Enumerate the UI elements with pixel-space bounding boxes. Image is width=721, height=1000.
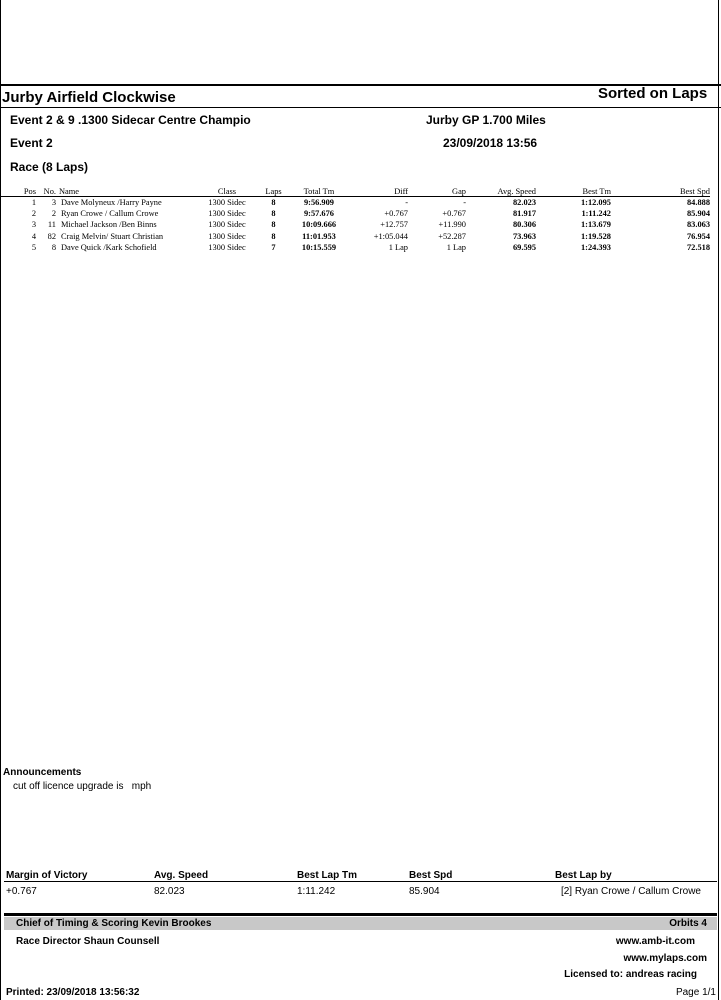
page-title: Jurby Airfield Clockwise bbox=[2, 89, 176, 106]
cell-pos: 4 bbox=[31, 231, 36, 241]
track-info: Jurby GP 1.700 Miles bbox=[426, 113, 546, 127]
table-row bbox=[0, 242, 710, 253]
cell-best-spd: 72.518 bbox=[686, 242, 710, 252]
cell-class: 1300 Sidec bbox=[208, 242, 246, 252]
race-label: Race (8 Laps) bbox=[10, 160, 89, 174]
table-header-row bbox=[0, 184, 710, 197]
results-table bbox=[0, 184, 710, 253]
page-left-edge bbox=[0, 0, 1, 1000]
sort-label: Sorted on Laps bbox=[598, 85, 708, 102]
cell-avg: 69.595 bbox=[512, 242, 536, 252]
col-total: Total Tm bbox=[289, 184, 349, 197]
cell-total: 9:56.909 bbox=[303, 198, 334, 208]
title-rule bbox=[0, 107, 721, 108]
col-class: Class bbox=[196, 184, 258, 197]
cell-laps: 8 bbox=[271, 220, 276, 230]
best-speed-value: 85.904 bbox=[409, 886, 440, 897]
cell-avg: 80.306 bbox=[512, 220, 536, 230]
footer-rule bbox=[4, 913, 717, 916]
cell-best-tm: 1:11.242 bbox=[581, 209, 611, 219]
table-row bbox=[0, 197, 710, 209]
cell-laps: 8 bbox=[271, 198, 276, 208]
cell-best-spd: 85.904 bbox=[686, 209, 710, 219]
cell-pos: 1 bbox=[31, 198, 36, 208]
license-info: Licensed to: andreas racing bbox=[564, 969, 697, 980]
cell-best-tm: 1:13.679 bbox=[580, 220, 611, 230]
cell-class: 1300 Sidec bbox=[208, 220, 246, 230]
cell-avg: 81.917 bbox=[512, 209, 536, 219]
cell-total: 9:57.676 bbox=[303, 209, 334, 219]
cell-no: 3 bbox=[51, 198, 56, 208]
event-short: Event 2 bbox=[10, 136, 53, 150]
chief-of-timing: Chief of Timing & Scoring Kevin Brookes bbox=[16, 918, 212, 929]
cell-name: Dave Quick /Kark Schofield bbox=[61, 242, 157, 252]
cell-name: Ryan Crowe / Callum Crowe bbox=[61, 209, 159, 219]
col-best-spd: Best Spd bbox=[611, 184, 710, 197]
cell-best-tm: 1:12.095 bbox=[580, 198, 611, 208]
table-row bbox=[0, 208, 710, 219]
cell-no: 11 bbox=[47, 220, 56, 230]
cell-best-tm: 1:24.393 bbox=[580, 242, 611, 252]
table-row bbox=[0, 219, 710, 230]
cell-diff: +1:05.044 bbox=[373, 231, 408, 241]
cell-gap: +0.767 bbox=[442, 209, 466, 219]
cell-laps: 7 bbox=[271, 242, 276, 252]
mylaps-link[interactable]: www.mylaps.com bbox=[623, 953, 707, 964]
col-diff: Diff bbox=[349, 184, 408, 197]
cell-avg: 82.023 bbox=[512, 198, 536, 208]
col-laps: Laps bbox=[258, 184, 289, 197]
col-name: Name bbox=[56, 184, 196, 197]
cell-name: Michael Jackson /Ben Binns bbox=[61, 220, 157, 230]
best-lap-by-value: [2] Ryan Crowe / Callum Crowe bbox=[560, 886, 701, 897]
cell-name: Craig Melvin/ Stuart Christian bbox=[61, 231, 164, 241]
cell-no: 82 bbox=[47, 231, 56, 241]
col-pos: Pos bbox=[0, 184, 36, 197]
cell-no: 2 bbox=[51, 209, 56, 219]
cell-class: 1300 Sidec bbox=[208, 209, 246, 219]
cell-best-spd: 76.954 bbox=[686, 231, 710, 241]
page-right-edge bbox=[718, 0, 719, 1000]
cell-class: 1300 Sidec bbox=[208, 198, 246, 208]
amb-link[interactable]: www.amb-it.com bbox=[615, 936, 695, 947]
cell-gap: +11.990 bbox=[438, 220, 466, 230]
results-table-wrap bbox=[0, 184, 721, 253]
cell-avg: 73.963 bbox=[512, 231, 536, 241]
best-lap-value: 1:11.242 bbox=[297, 886, 336, 897]
margin-label: Margin of Victory bbox=[6, 870, 88, 881]
avg-speed-label: Avg. Speed bbox=[154, 870, 209, 881]
cell-no: 8 bbox=[51, 242, 56, 252]
race-director: Race Director Shaun Counsell bbox=[16, 936, 160, 947]
col-no: No. bbox=[36, 184, 56, 197]
cell-total: 10:15.559 bbox=[301, 242, 337, 252]
cell-laps: 8 bbox=[271, 209, 276, 219]
orbits-version: Orbits 4 bbox=[669, 918, 707, 929]
cell-gap: 1 Lap bbox=[446, 242, 466, 252]
page-number: Page 1/1 bbox=[675, 987, 716, 998]
cell-pos: 5 bbox=[31, 242, 36, 252]
cell-name: Dave Molyneux /Harry Payne bbox=[61, 198, 162, 208]
best-lap-label: Best Lap Tm bbox=[297, 870, 358, 881]
avg-speed-value: 82.023 bbox=[154, 886, 185, 897]
announcements-text: cut off licence upgrade is mph bbox=[13, 781, 152, 792]
cell-best-spd: 83.063 bbox=[686, 220, 710, 230]
cell-best-tm: 1:19.528 bbox=[580, 231, 611, 241]
cell-gap: +52.287 bbox=[438, 231, 466, 241]
cell-diff: - bbox=[405, 198, 408, 208]
cell-total: 11:01.953 bbox=[302, 231, 336, 241]
cell-best-spd: 84.888 bbox=[686, 198, 710, 208]
cell-diff: 1 Lap bbox=[388, 242, 408, 252]
cell-pos: 2 bbox=[31, 209, 36, 219]
col-best-tm: Best Tm bbox=[536, 184, 611, 197]
best-speed-label: Best Spd bbox=[409, 870, 453, 881]
cell-gap: - bbox=[463, 198, 466, 208]
best-lap-by-label: Best Lap by bbox=[555, 870, 612, 881]
announcements-label: Announcements bbox=[3, 767, 82, 778]
cell-total: 10:09.666 bbox=[301, 220, 337, 230]
cell-diff: +0.767 bbox=[384, 209, 408, 219]
cell-diff: +12.757 bbox=[380, 220, 408, 230]
col-avg: Avg. Speed bbox=[466, 184, 536, 197]
race-datetime: 23/09/2018 13:56 bbox=[443, 136, 538, 150]
col-gap: Gap bbox=[408, 184, 466, 197]
summary-rule bbox=[4, 881, 717, 882]
table-row bbox=[0, 231, 710, 242]
cell-class: 1300 Sidec bbox=[208, 231, 246, 241]
cell-pos: 3 bbox=[31, 220, 36, 230]
printed-timestamp: Printed: 23/09/2018 13:56:32 bbox=[6, 987, 140, 998]
margin-value: +0.767 bbox=[6, 886, 37, 897]
event-line: Event 2 & 9 .1300 Sidecar Centre Champio bbox=[10, 113, 251, 127]
cell-laps: 8 bbox=[271, 231, 276, 241]
